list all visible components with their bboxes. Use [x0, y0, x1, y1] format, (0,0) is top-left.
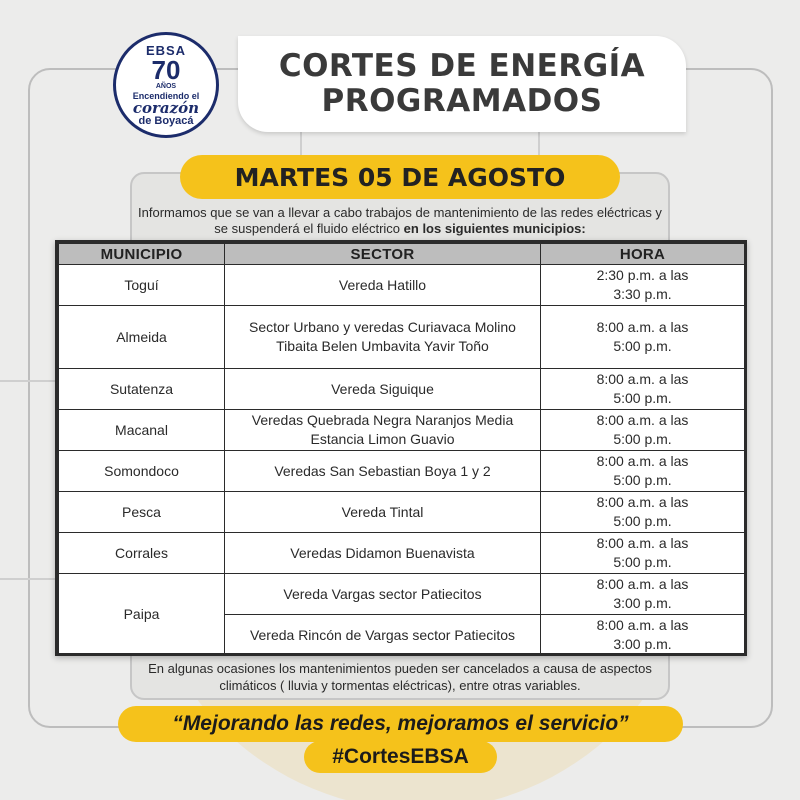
hora-start: 8:00 a.m. a las: [596, 371, 689, 387]
cell-hora: [541, 492, 745, 533]
intro-text-bold: en los siguientes municipios:: [403, 221, 586, 236]
cell-sector: Veredas Quebrada Negra Naranjos Media Estancia Limon Guavio: [225, 410, 541, 451]
slogan-banner: “Mejorando las redes, mejoramos el servicio”: [118, 706, 683, 742]
date-banner: MARTES 05 DE AGOSTO: [180, 155, 620, 199]
hora-start: 8:00 a.m. a las: [596, 617, 689, 633]
cell-hora: [541, 306, 745, 369]
cell-municipio: Sutatenza: [59, 369, 225, 410]
cell-sector: Veredas Didamon Buenavista: [225, 533, 541, 574]
cell-sector: Vereda Tintal: [225, 492, 541, 533]
hashtag-banner: #CortesEBSA: [304, 741, 497, 773]
cell-sector: Vereda Siguique: [225, 369, 541, 410]
table-row: [59, 533, 745, 574]
table-row: [59, 492, 745, 533]
cell-municipio: Corrales: [59, 533, 225, 574]
hora-start: 8:00 a.m. a las: [596, 535, 689, 551]
cell-municipio: Paipa: [59, 574, 225, 656]
title-line-2: PROGRAMADOS: [321, 83, 603, 119]
logo-years: 70: [151, 54, 181, 85]
cell-hora: [541, 369, 745, 410]
hora-end: 3:00 p.m.: [613, 636, 672, 652]
cell-hora: [541, 615, 745, 656]
outage-schedule-table: [55, 240, 747, 656]
hora-end: 3:00 p.m.: [613, 595, 672, 611]
hora-start: 8:00 a.m. a las: [596, 494, 689, 510]
hora-end: 3:30 p.m.: [613, 286, 672, 302]
hora-start: 8:00 a.m. a las: [596, 412, 689, 428]
cell-hora: [541, 533, 745, 574]
cell-hora: [541, 451, 745, 492]
table-row: [59, 574, 745, 615]
cell-sector: Veredas San Sebastian Boya 1 y 2: [225, 451, 541, 492]
header-municipio: MUNICIPIO: [59, 244, 225, 265]
table-row: [59, 306, 745, 369]
logo-tagline-1: Encendiendo el: [132, 90, 200, 101]
cell-municipio: Somondoco: [59, 451, 225, 492]
table-row: [59, 410, 745, 451]
cell-sector: Vereda Hatillo: [225, 265, 541, 306]
cell-municipio: Pesca: [59, 492, 225, 533]
title-card: [238, 36, 686, 132]
cell-sector: Sector Urbano y veredas Curiavaca Molino Tibaita Belen Umbavita Yavir Toño: [225, 306, 541, 369]
cell-sector: Vereda Rincón de Vargas sector Patiecitos: [225, 615, 541, 656]
table-header-row: [59, 244, 745, 265]
hora-end: 5:00 p.m.: [613, 513, 672, 529]
cell-municipio: Toguí: [59, 265, 225, 306]
logo-tagline-2: corazón: [132, 98, 200, 117]
intro-text: [135, 205, 665, 237]
title-line-1: CORTES DE ENERGÍA: [278, 48, 646, 85]
hora-start: 2:30 p.m. a las: [596, 267, 689, 283]
hora-start: 8:00 a.m. a las: [596, 319, 689, 335]
hora-end: 5:00 p.m.: [613, 338, 672, 354]
hora-end: 5:00 p.m.: [613, 554, 672, 570]
logo-years-word: AÑOS: [155, 82, 177, 90]
table-row: [59, 265, 745, 306]
cell-hora: [541, 574, 745, 615]
hora-end: 5:00 p.m.: [613, 472, 672, 488]
header-hora: HORA: [541, 244, 745, 265]
logo-brand: EBSA: [145, 42, 187, 58]
intro-text-regular: Informamos que se van a llevar a cabo trabajos de mantenimiento de las redes eléctricas y se suspenderá el fluido eléctrico: [138, 205, 662, 236]
header-sector: SECTOR: [225, 244, 541, 265]
cell-municipio: Macanal: [59, 410, 225, 451]
hora-start: 8:00 a.m. a las: [596, 576, 689, 592]
hora-end: 5:00 p.m.: [613, 431, 672, 447]
disclaimer-text: En algunas ocasiones los mantenimientos pueden ser cancelados a causa de aspectos climáticos ( lluvia y tormentas eléctricas), entre otras variables.: [148, 661, 652, 693]
cell-municipio: Almeida: [59, 306, 225, 369]
cell-sector: Vereda Vargas sector Patiecitos: [225, 574, 541, 615]
background-lines: [0, 380, 60, 580]
table-row: [59, 369, 745, 410]
cell-hora: [541, 410, 745, 451]
hora-start: 8:00 a.m. a las: [596, 453, 689, 469]
table-row: [59, 451, 745, 492]
hora-end: 5:00 p.m.: [613, 390, 672, 406]
logo-tagline-3: de Boyacá: [138, 114, 194, 127]
ebsa-70-years-logo: [113, 32, 219, 138]
cell-hora: [541, 265, 745, 306]
